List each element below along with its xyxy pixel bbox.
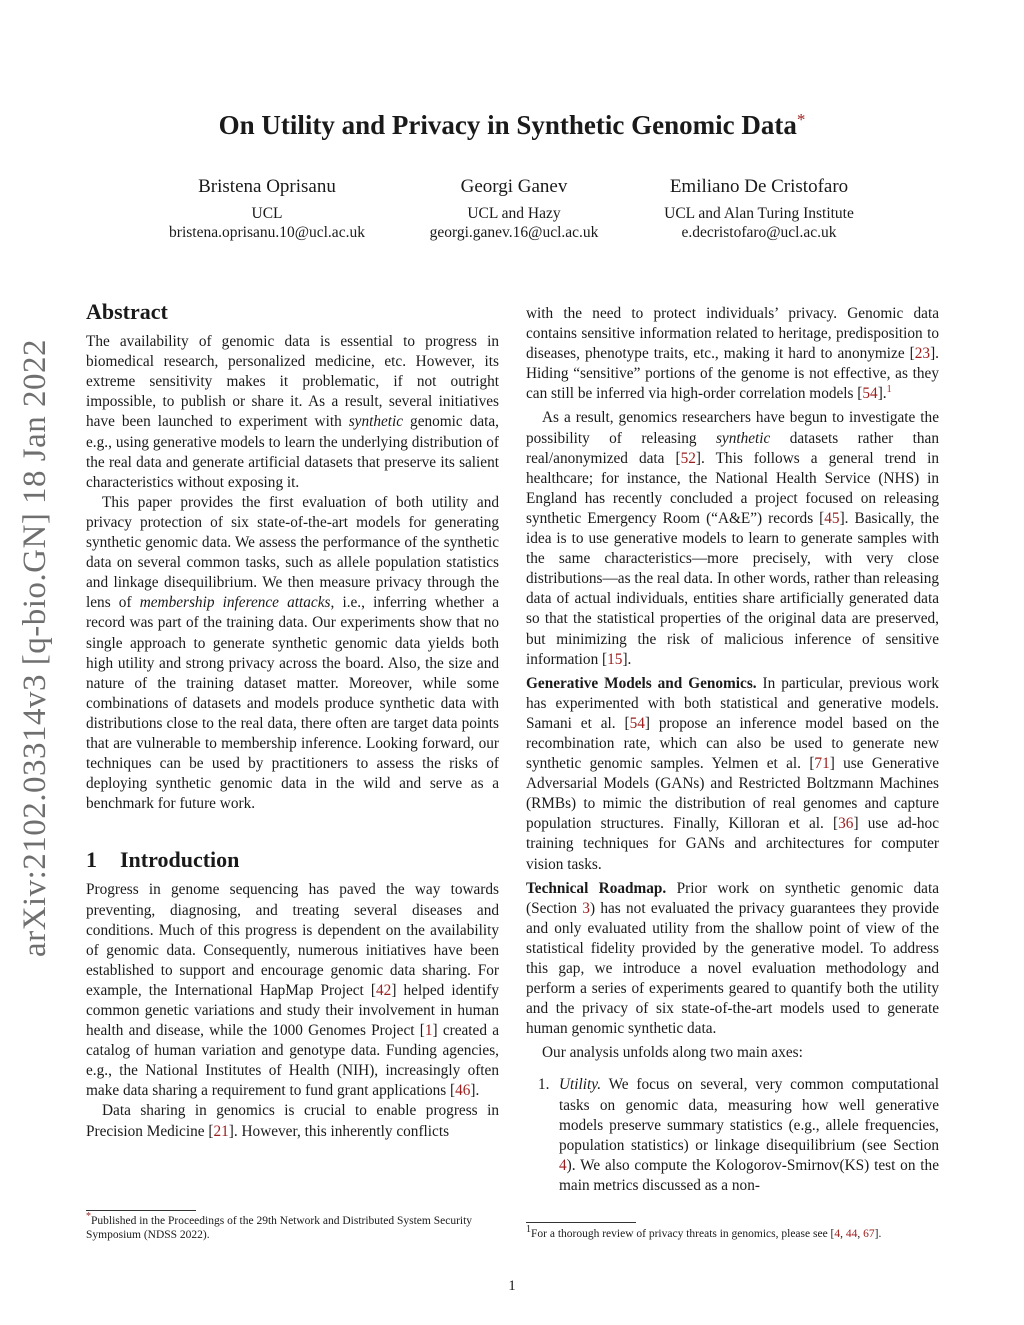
citation-link[interactable]: 54 (629, 714, 645, 732)
author-name: Georgi Ganev (460, 176, 568, 197)
list-number: 1. (538, 1076, 550, 1094)
citation-link[interactable]: 1 (424, 1022, 433, 1040)
footnote-mark: * (86, 1211, 91, 1223)
author-affiliation: UCL and Alan Turing Institute (664, 205, 854, 222)
author-3 (599, 176, 919, 242)
abstract-paragraph-2: This paper provides the first evaluation of both utility and privacy protection of six state-of-the-art models for generating synthetic genomic data. We assess the performance of the synthetic data on several common tasks, such as allele population statistics and linkage disequilibrium. We then measure privacy through the lens of membership inference attacks, i.e., inferring whether a record was part of the training data. Our experiments show that no single approach to generate synthetic genomic data yields both high utility and strong privacy across the board. Also, the size and nature of the training dataset matter. Moreover, while some combinations of datasets and models produce synthetic data with distributions close to the real data, there often are target data points that are vulnerable to membership inference. Looking forward, our techniques can be used by practitioners to assess the risks of deploying synthetic genomic data in the wild and serve as a benchmark for future work. (86, 493, 499, 813)
arxiv-identifier: arXiv:2102.03314v3 [q-bio.GN] 18 Jan 2022 (17, 338, 53, 958)
left-column (86, 299, 499, 1142)
author-name: Bristena Oprisanu (198, 176, 336, 197)
author-email: e.decristofaro@ucl.ac.uk (681, 224, 837, 241)
title-footnote-mark: * (796, 110, 806, 129)
run-in-heading: Generative Models and Genomics. (526, 674, 757, 692)
footnote-rule (526, 1222, 636, 1223)
footnote-right: $^1$For a thorough review of privacy threats in genomics, please see [4, 44, 67]. (526, 1224, 882, 1240)
author-email: bristena.oprisanu.10@ucl.ac.uk (169, 224, 365, 241)
author-affiliation: UCL and Hazy (467, 205, 561, 222)
intro-paragraph-2: Data sharing in genomics is crucial to enable progress in Precision Medicine [21]. However, this inherently conflicts (86, 1102, 499, 1140)
page-number: 1 (508, 1278, 516, 1294)
citation-link[interactable]: 54 (862, 385, 878, 403)
introduction-heading (86, 847, 499, 873)
section-number: 1 (86, 847, 97, 873)
author-email: georgi.ganev.16@ucl.ac.uk (429, 224, 599, 241)
intro-paragraph-4: As a result, genomics researchers have begun to investigate the possibility of releasing synthetic datasets rather than real/anonymized data [52]. This follows a general trend in healthcare; for instance, the National Health Service (NHS) in England has recently concluded a project focused on releasing synthetic Emergency Room (“A&E”) records [45]. Basically, the idea is to use generative models to learn to generate samples with the same characteristics—more precisely, with very close distributions—as the real data. In other words, rather than releasing data of actual individuals, entities share artificially generated data so that the statistical properties of the original data are preserved, but minimizing the risk of malicious inference of sensitive information [15]. (526, 409, 939, 668)
right-column (526, 304, 939, 1196)
citation-link[interactable]: 21 (213, 1122, 229, 1140)
citation-link[interactable]: 44 (845, 1228, 858, 1240)
citation-link[interactable]: 46 (455, 1082, 471, 1100)
citation-link[interactable]: 52 (680, 449, 696, 467)
footnote-rule (86, 1210, 196, 1211)
intro-paragraph-3: with the need to protect individuals’ privacy. Genomic data contains sensitive information related to heritage, predisposition to diseases, phenotype traits, etc., making it hard to anonymize [23]. Hiding “sensitive” portions of the genome is not effective, as they can still be inferred via high-order correlation models [54].$^1$ (526, 305, 939, 403)
generative-models-paragraph: Generative Models and Genomics. In particular, previous work has experimented with both statistical and generative models. Samani et al. [54] propose an inference model based on the recombination rate, which can also be used to generate new synthetic genomic samples. Yelmen et al. [71] use Generative Adversarial Models (GANs) and Restricted Boltzmann Machines (RMBs) to mimic the distribution of real genomes and capture population structures. Finally, Killoran et al. [36] use ad-hoc training techniques for GANs and architectures for computer vision tasks. (526, 674, 939, 873)
analysis-axes-list (526, 1075, 939, 1196)
citation-link[interactable]: 23 (914, 345, 931, 363)
intro-paragraph-1: Progress in genome sequencing has paved the way towards preventing, diagnosing, and treating several diseases and conditions. Much of this progress is dependent on the availability of genomic data. Consequently, numerous initiatives have been established to support and encourage genomic data sharing. For example, the International HapMap Project [42] helped identify common genetic variations and study their involvement in human health and disease, while the 1000 Genomes Project [1] created a catalog of human variation and genotype data. Funding agencies, e.g., the National Institutes of Health (NIH), increasingly often make data sharing a requirement to fund grant applications [46]. (86, 881, 499, 1100)
citation-link[interactable]: 4 (834, 1228, 841, 1240)
abstract-heading: Abstract (86, 299, 168, 324)
run-in-heading: Technical Roadmap. (526, 879, 667, 897)
citation-link[interactable]: 71 (814, 755, 830, 773)
paper-title (0, 110, 1024, 141)
axes-intro-paragraph: Our analysis unfolds along two main axes: (542, 1044, 803, 1062)
author-affiliation: UCL (251, 205, 283, 222)
section-link[interactable]: 3 (582, 899, 590, 917)
author-name: Emiliano De Cristofaro (669, 176, 849, 197)
list-item: 1. Utility. We focus on several, very common computational tasks on genomic data, measuring how well generative models preserve summary statistics (e.g., allele frequencies, population statistics) or linkage disequilibrium (see Section 4). We also compute the Kologorov-Smirnov(KS) test on the main metrics discussed as a non- (538, 1076, 939, 1194)
citation-link[interactable]: 15 (607, 650, 623, 668)
footnote-left: *Published in the Proceedings of the 29th Network and Distributed System Security Symposium (NDSS 2022). (86, 1211, 473, 1241)
footnote-mark: 1 (526, 1224, 531, 1236)
citation-link[interactable]: 42 (376, 981, 392, 999)
abstract-paragraph-1: The availability of genomic data is essential to progress in biomedical research, personalized medicine, etc. However, its extreme sensitivity makes it problematic, if not outright impossible, to publish or share it. As a result, several initiatives have been launched to experiment with synthetic genomic data, e.g., using generative models to learn the underlying distribution of the real data and generate artificial datasets that preserve its salient characteristics without exposing it. (86, 333, 499, 491)
technical-roadmap-paragraph: Technical Roadmap. Prior work on synthetic genomic data (Section 3) has not evaluated the privacy guarantees they provide and only evaluated utility from the shallow point of view of the statistical fidelity provided by the generative model. To address this gap, we introduce a novel evaluation methodology and perform a series of experiments geared to quantify both the utility and the privacy of six state-of-the-art models used to generate human genomic synthetic data. (526, 879, 939, 1038)
title-text: On Utility and Privacy in Synthetic Genomic Data (218, 110, 797, 140)
citation-link[interactable]: 36 (838, 815, 854, 833)
section-title: Introduction (120, 847, 240, 873)
citation-link[interactable]: 45 (824, 509, 840, 527)
footnote-marker[interactable]: 1 (886, 384, 892, 396)
section-link[interactable]: 4 (559, 1156, 567, 1174)
citation-link[interactable]: 67 (863, 1228, 875, 1240)
